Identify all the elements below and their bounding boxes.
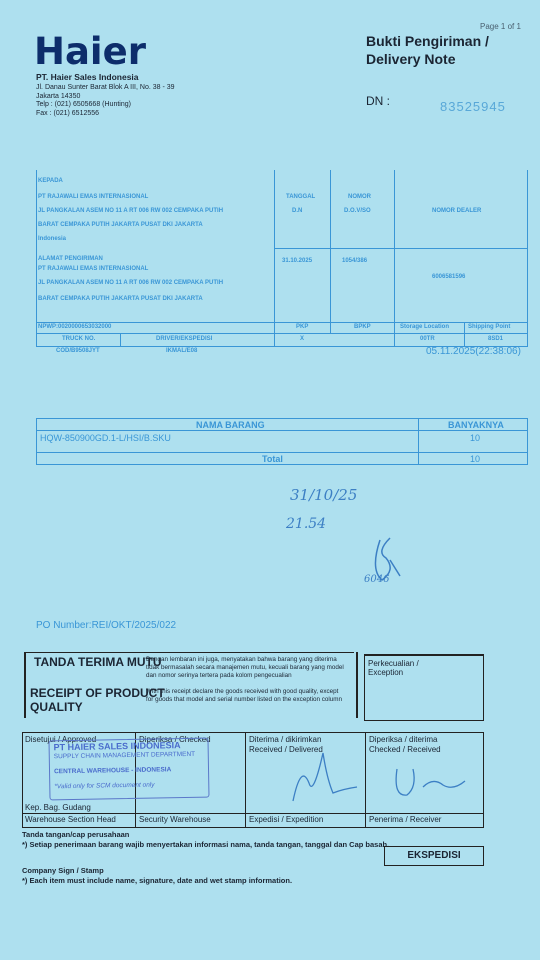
receipt-title-line: RECEIPT OF PRODUCT (30, 686, 165, 700)
recipient-table (36, 170, 528, 356)
total-label: Total (262, 454, 283, 464)
tanda-terima-title: TANDA TERIMA MUTU (34, 655, 162, 669)
address-line: Fax : (021) 6512556 (36, 109, 100, 117)
kepada-name: PT RAJAWALI EMAS INTERNASIONAL (38, 194, 149, 200)
dn-number: 83525945 (440, 99, 506, 114)
delivered-role: Expedisi / Expedition (249, 815, 324, 824)
note-body: *) Setiap penerimaan barang wajib menyertakan informasi nama, tanda tangan, tanggal dan Cap basah. (22, 840, 390, 849)
address-line: Jl. Danau Sunter Barat Blok A III, No. 38 - 39 (36, 84, 175, 91)
page-number: Page 1 of 1 (480, 22, 521, 31)
handwritten-date: 31/10/25 (290, 486, 358, 504)
company-stamp (48, 738, 209, 801)
handwritten-time: 21.54 (286, 516, 327, 532)
expedition-signature (273, 743, 363, 809)
nomor-code: D.O.V/SO (344, 208, 371, 214)
received-label-en: Checked / Received (369, 745, 441, 754)
exception-label-line: Exception (368, 668, 404, 677)
items-table (36, 418, 528, 464)
kepada-address: BARAT CEMPAKA PUTIH JAKARTA PUSAT DKI JAKARTA (38, 222, 203, 228)
company-name: PT. Haier Sales Indonesia (36, 72, 139, 82)
alamat-address: BARAT CEMPAKA PUTIH JAKARTA PUSAT DKI JAKARTA (38, 296, 203, 302)
title-line: Bukti Pengiriman / (366, 33, 489, 49)
tanda-terima-text: Dengan lembaran ini juga, menyatakan bahwa barang yang diterima tidak bermasalah secara manajemen mutu, kecuali barang yang model dan nomor serinya tertera pada kolom pengecualian (146, 656, 344, 679)
storage-value: 00TR (420, 336, 435, 342)
received-label: Diperiksa / diterima (369, 735, 438, 744)
delivered-label: Diterima / dikirimkan (249, 735, 322, 744)
title-line: Delivery Note (366, 51, 456, 67)
po-number: PO Number:REI/OKT/2025/022 (36, 620, 177, 631)
receipt-top-line (24, 652, 354, 653)
pkp-label: PKP (296, 324, 309, 330)
driver-value: IKMAL/E08 (166, 348, 198, 354)
note-title: Tanda tangan/cap perusahaan (22, 830, 130, 839)
total-value: 10 (470, 454, 481, 464)
storage-label: Storage Location (400, 324, 450, 330)
address-line: Jakarta 14350 (36, 92, 81, 100)
address-line: Telp : (021) 6505668 (Hunting) (36, 101, 131, 108)
driver-label: DRIVER/EKSPEDISI (156, 336, 213, 342)
item-qty: 10 (470, 433, 481, 443)
exception-box (364, 654, 484, 721)
dealer-label: NOMOR DEALER (432, 208, 482, 214)
stamp-line: SUPPLY CHAIN MANAGEMENT DEPARTMENT (53, 750, 196, 761)
receipt-text: With this receipt declare the goods received with good quality, except for goods that model and serial number listed on the exception column (146, 688, 343, 703)
ekspedisi-label: EKSPEDISI (384, 846, 484, 866)
print-timestamp: 05.11.2025(22:38:06) (426, 346, 521, 357)
dn-label: DN : (366, 94, 390, 108)
stamp-line: *Valid only for SCM document only (54, 781, 155, 791)
receipt-title (30, 686, 165, 714)
delivered-label-en: Received / Delivered (249, 745, 323, 754)
note-body: *) Each item must include name, signature, date and wet stamp information. (22, 876, 293, 885)
company-address (36, 84, 175, 118)
truck-label: TRUCK NO. (62, 336, 96, 342)
document-title (366, 32, 489, 68)
item-name: HQW-850900GD.1-L/HSI/B.SKU (40, 433, 171, 443)
pkp-value: X (300, 336, 305, 342)
nomor-value: 1054/386 (342, 258, 368, 264)
nama-barang-header: NAMA BARANG (196, 420, 265, 430)
alamat-label: ALAMAT PENGIRIMAN (38, 256, 103, 262)
shipping-label: Shipping Point (468, 324, 511, 330)
approved-role: Warehouse Section Head (25, 815, 116, 824)
receiver-role: Penerima / Receiver (369, 815, 442, 824)
signature-grid (22, 732, 484, 828)
exception-label-line: Perkecualian / (368, 659, 419, 668)
tanggal-code: D.N (292, 208, 303, 214)
npwp: NPWP:0020000653032000 (38, 324, 112, 330)
checked-role: Security Warehouse (139, 815, 211, 824)
shipping-value: 8SD1 (488, 336, 504, 342)
alamat-address: JL PANGKALAN ASEM NO 11 A RT 006 RW 002 CEMPAKA PUTIH (38, 280, 224, 286)
receiver-signature (383, 747, 479, 811)
bpkp-label: BPKP (354, 324, 371, 330)
kepada-label: KEPADA (38, 178, 63, 184)
approved-footer: Kep. Bag. Gudang (25, 803, 91, 812)
checked-label: Diperiksa / Checked (139, 735, 211, 744)
stamp-line: CENTRAL WAREHOUSE - INDONESIA (53, 766, 172, 776)
receipt-bracket-right (350, 652, 358, 718)
approved-label: Disetujui / Approved (25, 735, 97, 744)
kepada-country: Indonesia (38, 236, 67, 242)
stamp-line: PT HAIER SALES INDONESIA (53, 740, 181, 753)
kepada-address: JL PANGKALAN ASEM NO 11 A RT 006 RW 002 CEMPAKA PUTIH (38, 208, 224, 214)
haier-logo: Haier (34, 30, 146, 73)
handwritten-code: 6046 (364, 574, 390, 585)
tanggal-label: TANGGAL (286, 194, 316, 200)
receipt-title-line: QUALITY (30, 700, 83, 714)
nomor-label: NOMOR (348, 194, 371, 200)
truck-value: COD/B9508JYT (56, 348, 100, 354)
dealer-value: 6006581596 (432, 274, 466, 280)
tanggal-value: 31.10.2025 (282, 258, 313, 264)
note-title: Company Sign / Stamp (22, 866, 104, 875)
alamat-name: PT RAJAWALI EMAS INTERNASIONAL (38, 266, 149, 272)
qty-header: BANYAKNYA (448, 420, 504, 430)
exception-label (365, 656, 483, 680)
